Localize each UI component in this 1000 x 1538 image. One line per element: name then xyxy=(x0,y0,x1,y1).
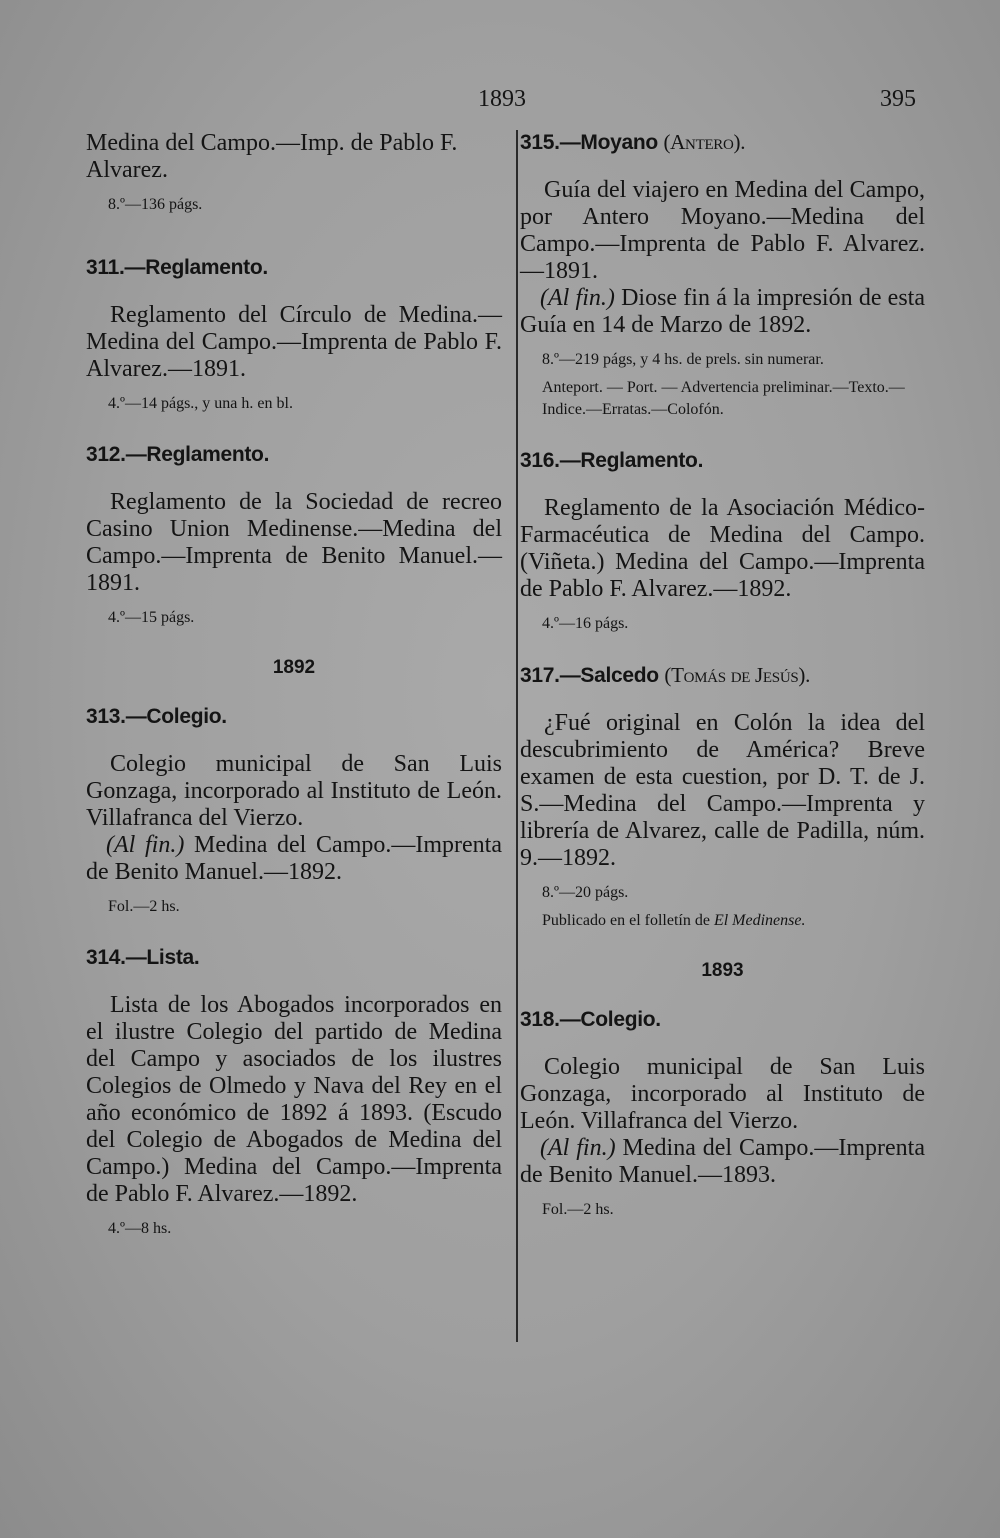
entry-title: ¿Fué original en Colón la idea del descubrimiento de América? Breve examen de esta cuestion, por D. T. de J. S.—Medina del Campo.—Imprenta y librería de Alvarez, calle de Padilla, núm. 9.—1892. xyxy=(520,710,925,871)
publication-note-text: Publicado en el folletín de xyxy=(542,912,714,929)
entry-title: Reglamento de la Asociación Médico-Farmacéutica de Medina del Campo. (Viñeta.) Medina del Campo.—Imprenta de Pablo F. Alvarez.—1892. xyxy=(520,495,925,602)
entry-heading-word: —Reglamento. xyxy=(124,256,268,279)
entry-heading xyxy=(520,1008,925,1032)
entry-title: Colegio municipal de San Luis Gonzaga, incorporado al Instituto de León. Villafranca del Vierzo. xyxy=(86,751,502,831)
entry-publication-note xyxy=(542,910,925,932)
entry-title: Colegio municipal de San Luis Gonzaga, incorporado al Instituto de León. Villafranca del Vierzo. xyxy=(520,1054,925,1134)
column-rule xyxy=(516,130,518,1342)
entry-heading-word: —Salcedo xyxy=(559,664,659,687)
entry-313 xyxy=(86,705,502,918)
left-column xyxy=(86,130,502,1268)
entry-heading xyxy=(520,663,925,688)
entry-number: 316. xyxy=(520,449,560,472)
entry-physical-desc: 4.º—15 págs. xyxy=(108,609,195,626)
entry-heading-word: —Moyano xyxy=(559,131,658,154)
entry-physical-desc: 8.º—219 págs, y 4 hs. de prels. sin numerar. xyxy=(542,351,824,368)
entry-number: 312. xyxy=(86,443,126,466)
continued-entry-text: Medina del Campo.—Imp. de Pablo F. Alvarez. xyxy=(86,130,458,183)
entry-number: 313. xyxy=(86,705,126,728)
entry-number: 318. xyxy=(520,1008,560,1031)
entry-colophon-note xyxy=(86,832,502,886)
entry-heading xyxy=(86,443,502,467)
note-italic: (Al fin.) xyxy=(540,285,615,311)
publication-note-italic: El Medinense. xyxy=(713,912,806,929)
entry-contents-notes: Anteport. — Port. — Advertencia preliminar.—Texto.—Indice.—Erratas.—Colofón. xyxy=(542,379,905,418)
entry-314 xyxy=(86,946,502,1240)
entry-315 xyxy=(520,130,925,421)
entry-316 xyxy=(520,449,925,635)
entry-heading-word: —Reglamento. xyxy=(125,443,270,466)
entry-number: 314. xyxy=(86,946,126,969)
entry-colophon-note xyxy=(520,1135,925,1189)
entry-heading xyxy=(86,256,502,280)
entry-312 xyxy=(86,443,502,629)
entry-physical-desc: Fol.—2 hs. xyxy=(108,898,180,915)
entry-title: Guía del viajero en Medina del Campo, por Antero Moyano.—Medina del Campo.—Imprenta de Pablo F. Alvarez.—1891. xyxy=(520,177,925,284)
entry-318 xyxy=(520,1008,925,1221)
running-head-year: 1893 xyxy=(478,86,526,112)
entry-title: Reglamento de la Sociedad de recreo Casino Union Medinense.—Medina del Campo.—Imprenta de Benito Manuel.—1891. xyxy=(86,489,502,596)
entry-author: (Tomás de Jesús). xyxy=(664,663,811,687)
entry-heading xyxy=(520,449,925,473)
entry-title: Reglamento del Círculo de Medina.—Medina del Campo.—Imprenta de Pablo F. Alvarez.—1891. xyxy=(86,302,502,382)
continued-entry-desc: 8.º—136 págs. xyxy=(108,196,203,213)
entry-317 xyxy=(520,663,925,932)
note-text: Medina del Campo.—Imprenta de Benito Manuel.—1893. xyxy=(520,1135,925,1188)
year-subheading: 1893 xyxy=(701,960,744,981)
entry-colophon-note xyxy=(520,285,925,339)
entry-physical-desc: 4.º—16 págs. xyxy=(542,615,629,632)
entry-heading-word: —Lista. xyxy=(125,946,200,969)
entry-heading xyxy=(86,705,502,729)
entry-number: 315. xyxy=(520,131,560,154)
entry-physical-desc: Fol.—2 hs. xyxy=(542,1201,614,1218)
entry-heading xyxy=(86,946,502,970)
entry-311 xyxy=(86,256,502,415)
entry-author: (Antero). xyxy=(663,130,746,154)
note-italic: (Al fin.) xyxy=(106,832,185,858)
entry-heading-word: —Colegio. xyxy=(559,1008,661,1031)
entry-heading-word: —Colegio. xyxy=(125,705,227,728)
note-italic: (Al fin.) xyxy=(540,1135,616,1161)
entry-heading xyxy=(520,130,925,155)
entry-heading-word: —Reglamento. xyxy=(559,449,704,472)
entry-physical-desc: 4.º—14 págs., y una h. en bl. xyxy=(108,395,293,412)
note-text: Medina del Campo.—Imprenta de Benito Manuel.—1892. xyxy=(86,832,502,885)
entry-physical-desc: 4.º—8 hs. xyxy=(108,1220,172,1237)
note-text: Diose fin á la impresión de esta Guía en 14 de Marzo de 1892. xyxy=(520,285,925,338)
year-subheading: 1892 xyxy=(272,657,316,678)
page-number: 395 xyxy=(880,86,916,112)
right-column xyxy=(520,130,925,1249)
entry-title: Lista de los Abogados incorporados en el ilustre Colegio del partido de Medina del Campo y asociados de los ilustres Colegios de Olmedo y Nava del Rey en el año económico de 1892 á 1893. (Escudo del Colegio de Abogados de Medina del Campo.) Medina del Campo.—Imprenta de Pablo F. Alvarez.—1892. xyxy=(86,992,502,1207)
entry-number: 311. xyxy=(86,256,125,279)
entry-physical-desc: 8.º—20 págs. xyxy=(542,884,629,901)
entry-number: 317. xyxy=(520,664,560,687)
